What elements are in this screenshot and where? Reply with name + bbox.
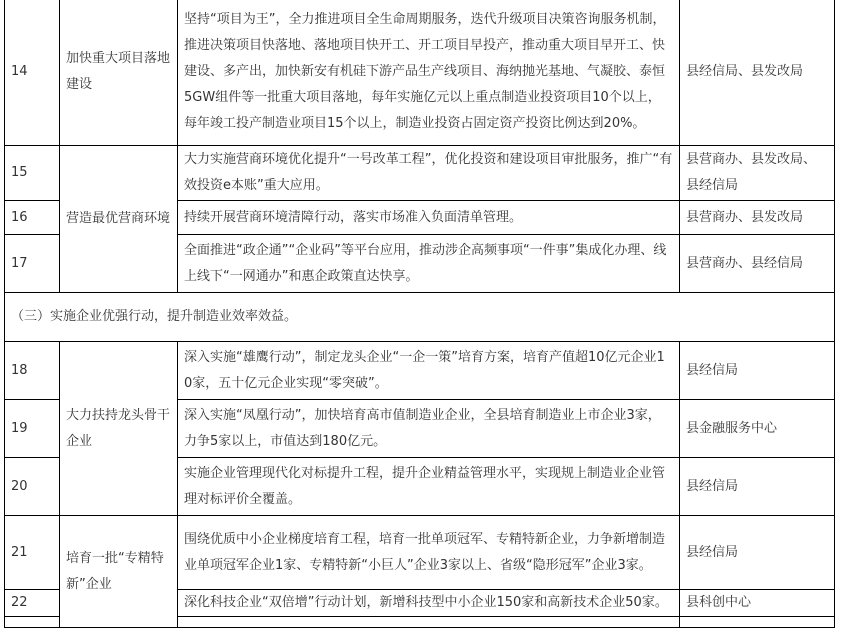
responsible-units-cut — [680, 617, 835, 628]
row-number: 16 — [5, 201, 60, 235]
row-number: 15 — [5, 146, 60, 201]
task-description: 坚持“项目为王”，全力推进项目全生命周期服务，迭代升级项目决策咨询服务机制，推进决策项目快落地、落地项目快开工、开工项目早投产，推动重大项目早开工、快建设、多产出，加快新安有机硅下游产品生产线项目、海纳抛光基地、气凝胶、泰恒5GW组件等一批重大项目落地，每年实施亿元以上重点制造业投资项目10个以上，每年竣工投产制造业项目15个以上，制造业投资占固定资产投资比例达到20%。 — [178, 0, 680, 146]
table-row — [5, 146, 835, 201]
section-row — [5, 293, 835, 342]
responsible-units: 县经信局、县发改局 — [680, 0, 835, 146]
task-description-cut — [178, 617, 680, 628]
row-number: 14 — [5, 0, 60, 146]
task-description: 深入实施“雄鹰行动”，制定龙头企业“一企一策”培育方案，培育产值超10亿元企业10家，五十亿元企业实现“零突破”。 — [178, 342, 680, 400]
table-row — [5, 516, 835, 590]
task-description: 实施企业管理现代化对标提升工程，提升企业精益管理水平，实现规上制造业企业管理对标评价全覆盖。 — [178, 458, 680, 516]
responsible-units: 县金融服务中心 — [680, 400, 835, 458]
row-number: 20 — [5, 458, 60, 516]
task-description: 深入实施“凤凰行动”，加快培育高市值制造业企业，全县培育制造业上市企业3家，力争5家以上，市值达到180亿元。 — [178, 400, 680, 458]
responsible-units: 县科创中心 — [680, 590, 835, 617]
task-description: 大力实施营商环境优化提升“一号改革工程”，优化投资和建设项目审批服务，推广“有效投资e本账”重大应用。 — [178, 146, 680, 201]
task-area: 培育一批“专精特新”企业 — [60, 516, 178, 628]
table-row — [5, 342, 835, 400]
row-number: 21 — [5, 516, 60, 590]
task-description: 围绕优质中小企业梯度培育工程，培育一批单项冠军、专精特新企业，力争新增制造业单项冠军企业1家、专精特新“小巨人”企业3家以上、省级“隐形冠军”企业3家。 — [178, 516, 680, 590]
responsible-units: 县经信局 — [680, 342, 835, 400]
row-number: 22 — [5, 590, 60, 617]
responsible-units: 县营商办、县发改局、县经信局 — [680, 146, 835, 201]
table-row — [5, 0, 835, 146]
task-description: 全面推进“政企通”“企业码”等平台应用，推动涉企高频事项“一件事”集成化办理、线上线下“一网通办”和惠企政策直达快享。 — [178, 235, 680, 293]
task-table — [4, 0, 835, 628]
task-area: 加快重大项目落地建设 — [60, 0, 178, 146]
task-area: 大力扶持龙头骨干企业 — [60, 342, 178, 516]
task-area: 营造最优营商环境 — [60, 146, 178, 293]
row-number: 18 — [5, 342, 60, 400]
task-description: 持续开展营商环境清障行动，落实市场准入负面清单管理。 — [178, 201, 680, 235]
row-number: 17 — [5, 235, 60, 293]
row-number: 19 — [5, 400, 60, 458]
task-description: 深化科技企业“双倍增”行动计划，新增科技型中小企业150家和高新技术企业50家。 — [178, 590, 680, 617]
responsible-units: 县营商办、县经信局 — [680, 235, 835, 293]
responsible-units: 县经信局 — [680, 458, 835, 516]
responsible-units: 县经信局 — [680, 516, 835, 590]
section-heading: （三）实施企业优强行动，提升制造业效率效益。 — [5, 293, 835, 342]
row-number-cut — [5, 617, 60, 628]
responsible-units: 县营商办、县发改局 — [680, 201, 835, 235]
